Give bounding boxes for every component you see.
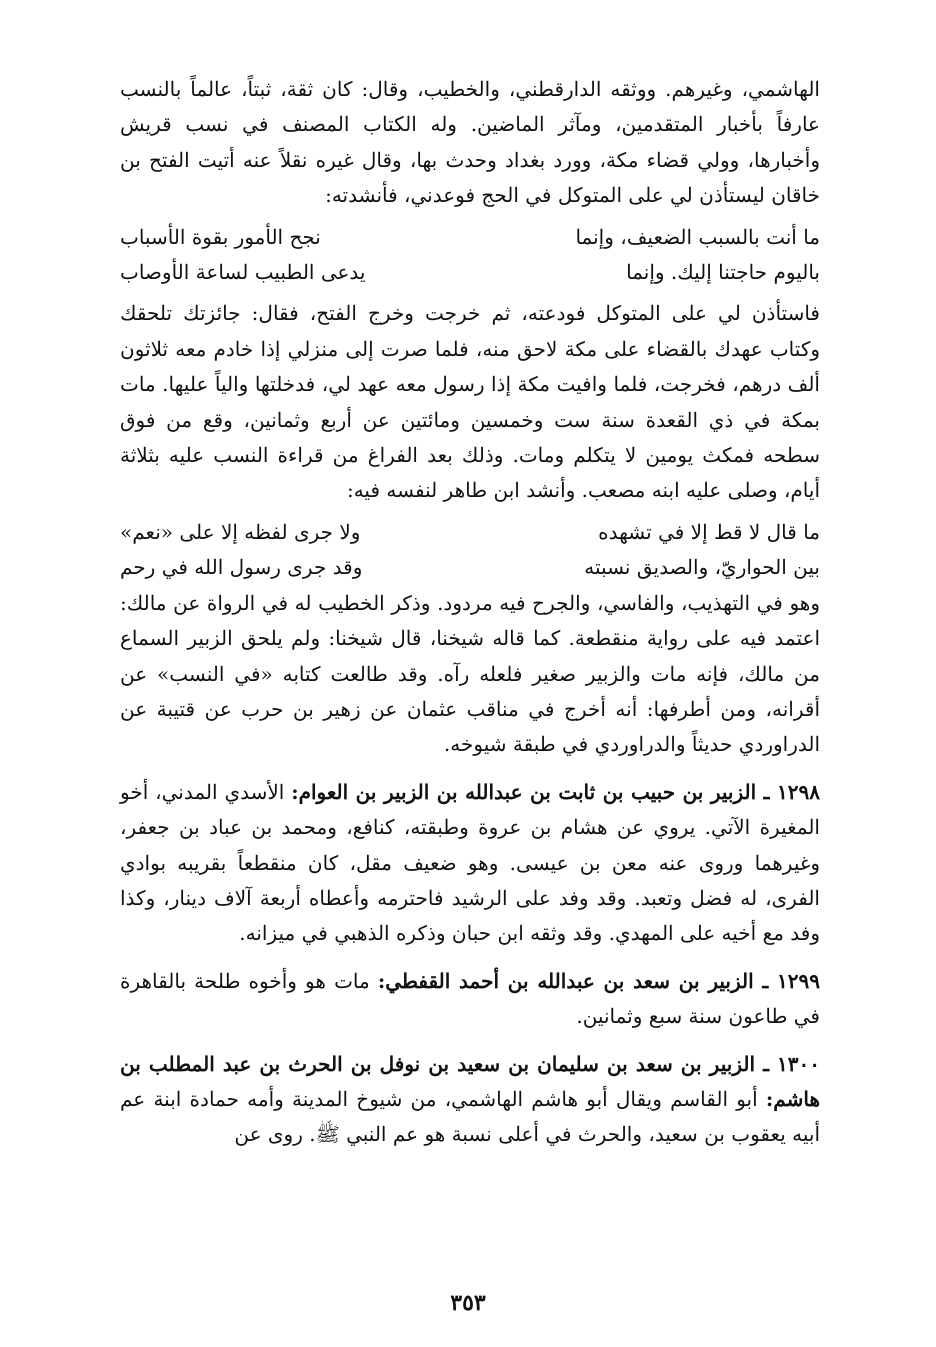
verse-first-hemistich: ما أنت بالسبب الضعيف، وإنما <box>575 224 820 249</box>
verse-first-hemistich: ما قال لا قط إلا في تشهده <box>598 519 820 544</box>
poem-2 <box>120 515 820 586</box>
paragraph-3: وهو في التهذيب، والفاسي، والجرح فيه مردود. وذكر الخطيب له في الرواة عن مالك: اعتمد فيه على رواية منقطعة. كما قاله شيخنا، قال شيخنا: ولم يلحق الزبير السماع من مالك، فإنه مات والزبير صغير فلعله رآه. وقد طالعت كتابه «في النسب» عن أقرانه، ومن أطرفها: أنه أخرج في مناقب عثمان عن زهير بن حرب عن قتيبة عن الدراوردي حديثاً والدراوردي في طبقة شيوخه. <box>120 590 820 757</box>
verse-line <box>120 515 820 550</box>
verse-line <box>120 255 820 290</box>
entry-1299 <box>120 964 820 1035</box>
verse-line <box>120 550 820 585</box>
verse-second-hemistich: نجح الأمور بقوة الأسباب <box>120 224 321 249</box>
entry-heading: ١٢٩٨ ـ الزبير بن حبيب بن ثابت بن عبدالله بن الزبير بن العوام: <box>291 779 821 804</box>
paragraph-2: فاستأذن لي على المتوكل فودعته، ثم خرجت وخرج الفتح، فقال: جائزتك تلحقك وكتاب عهدك بالقضاء على مكة لاحق منه، فلما صرت إلى منزلي إذا خادم معه ثلاثون ألف درهم، فخرجت، فلما وافيت مكة إذا رسول معه عهد لي، فدخلتها والياً عليها. مات بمكة في ذي القعدة سنة ست وخمسين ومائتين عن أربع وثمانين، وقع من فوق سطحه فمكث يومين لا يتكلم ومات. وذلك بعد الفراغ من قراءة النسب عليه بثلاثة أيام، وصلى عليه ابنه مصعب. وأنشد ابن طاهر لنفسه فيه: <box>120 301 820 503</box>
verse-first-hemistich: بين الحواريّ، والصديق نسبته <box>584 555 820 580</box>
page-body <box>120 72 820 1153</box>
entry-text: مات هو وأخوه طلحة بالقاهرة في طاعون سنة سبع وثمانين. <box>120 968 820 1029</box>
entry-heading: ١٢٩٩ ـ الزبير بن سعد بن عبدالله بن أحمد القفطي: <box>377 968 821 993</box>
entry-text: أبو القاسم ويقال أبو هاشم الهاشمي، من شيوخ المدينة وأمه حمادة ابنة عم أبيه يعقوب بن سعيد، والحرث في أعلى نسبة هو عم النبي ﷺ. روى عن <box>120 1086 820 1147</box>
verse-first-hemistich: باليوم حاجتنا إليك. وإنما <box>626 260 820 285</box>
page-number: ٣٥٣ <box>450 1290 486 1316</box>
entry-text: الأسدي المدني، أخو المغيرة الآتي. يروي عن هشام بن عروة وطبقته، كنافع، ومحمد بن عباد بن جعفر، وغيرهما وروى عنه معن بن عيسى. وهو ضعيف مقل، كان منقطعاً بقريبه بوادي الفرى، له فضل وتعبد. وقد وفد على الرشيد فاحترمه وأعطاه أربعة آلاف دينار، وكذا وفد مع أخيه على المهدي. وقد وثقه ابن حبان وذكره الذهبي في ميزانه. <box>120 779 820 946</box>
paragraph-1: الهاشمي، وغيرهم. ووثقه الدارقطني، والخطيب، وقال: كان ثقة، ثبتاً، عالماً بالنسب عارفاً بأخبار المتقدمين، ومآثر الماضين. وله الكتاب المصنف في نسب قريش وأخبارها، وولي قضاء مكة، وورد بغداد وحدث بها، وقال غيره نقلاً عنه أتيت الفتح بن خاقان ليستأذن لي على المتوكل في الحج فوعدني، فأنشدته: <box>120 77 820 208</box>
entry-1300 <box>120 1047 820 1153</box>
poem-1 <box>120 220 820 291</box>
entry-heading: ١٣٠٠ ـ الزبير بن سعد بن سليمان بن سعيد بن نوفل بن الحرث بن عبد المطلب بن هاشم: <box>120 1051 820 1111</box>
verse-second-hemistich: ولا جرى لفظه إلا على «نعم» <box>120 519 361 544</box>
verse-second-hemistich: يدعى الطبيب لساعة الأوصاب <box>120 260 366 285</box>
verse-second-hemistich: وقد جرى رسول الله في رحم <box>120 555 363 580</box>
entry-1298 <box>120 775 820 952</box>
verse-line <box>120 220 820 255</box>
